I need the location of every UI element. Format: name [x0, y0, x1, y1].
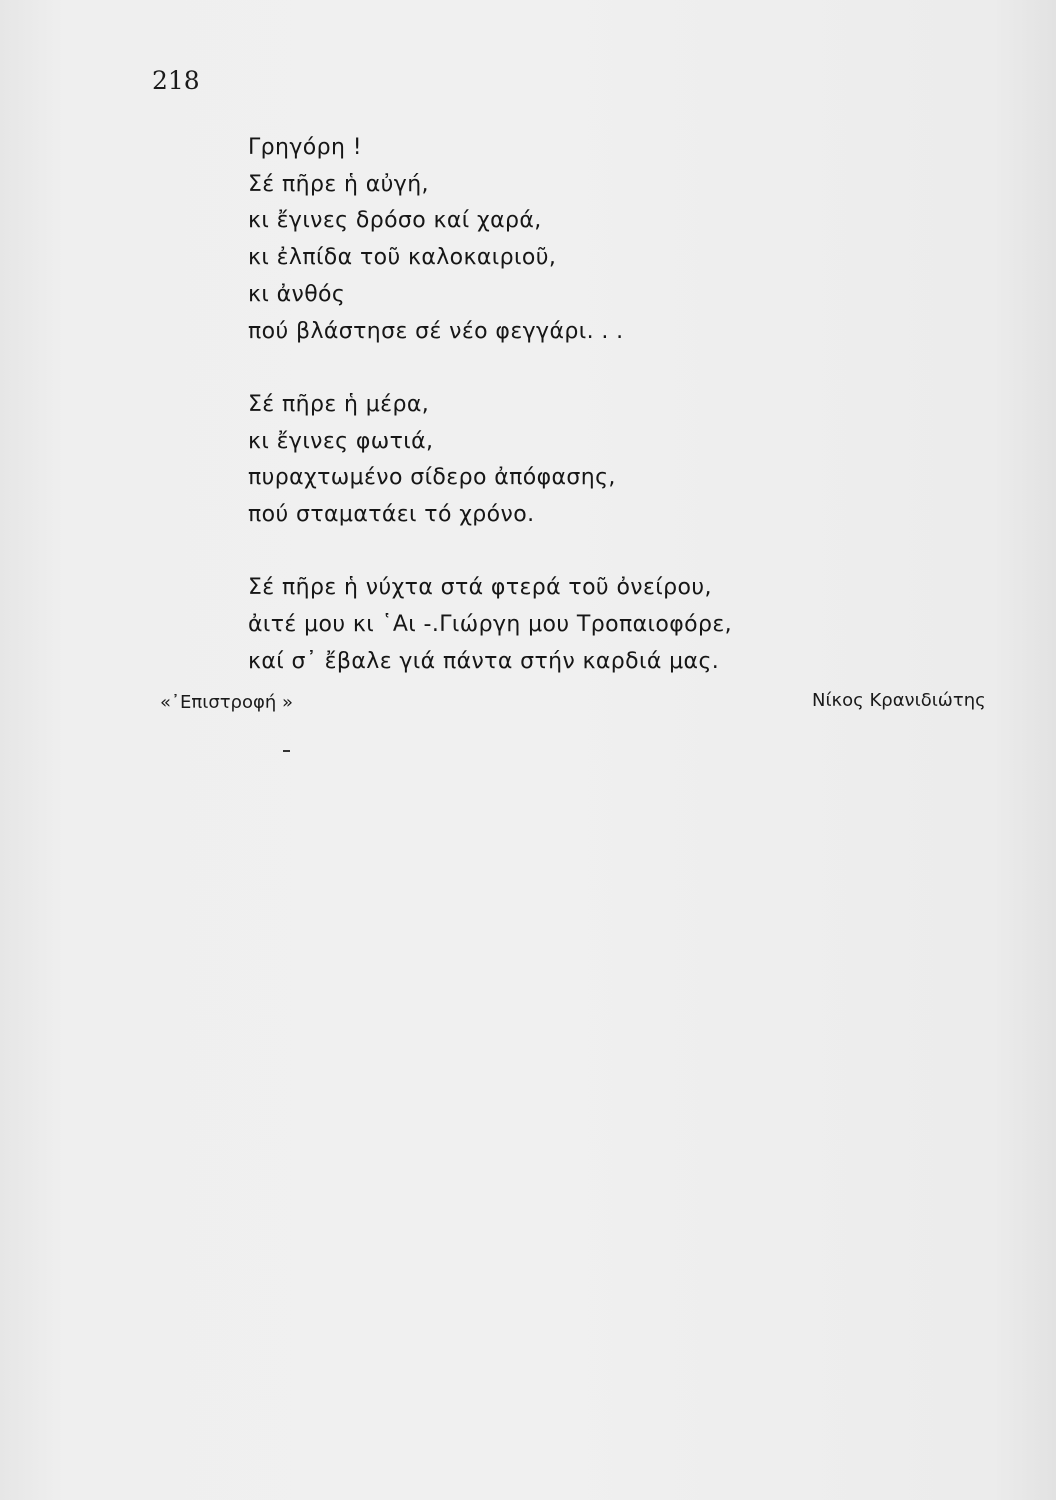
- poem-author: Νίκος Κρανιδιώτης: [812, 690, 986, 711]
- poem-source: «᾿Επιστροφή »: [160, 692, 294, 713]
- poem-line: Σέ πῆρε ἡ αὐγή,: [248, 171, 429, 197]
- poem-line: κι ἐλπίδα τοῦ καλοκαιριοῦ,: [248, 245, 557, 271]
- poem-line: κι ἔγινες δρόσο καί χαρά,: [248, 208, 542, 234]
- poem-line: κι ἀνθός: [248, 281, 346, 307]
- poem-line: πυραχτωμένο σίδερο ἀπόφασης,: [248, 465, 616, 491]
- poem-line: ἀιτέ μου κι ῾Αι -.Γιώργη μου Τροπαιοφόρε,: [248, 612, 733, 638]
- poem-line: κι ἔγινες φωτιά,: [248, 428, 434, 454]
- poem: [248, 130, 732, 681]
- print-mark: [283, 750, 290, 752]
- poem-line: Γρηγόρη !: [248, 135, 362, 160]
- page-number: 218: [152, 66, 200, 95]
- poem-line: πού σταματάει τό χρόνο.: [248, 502, 535, 528]
- poem-line: καί σ᾿ ἔβαλε γιά πάντα στήν καρδιά μας.: [248, 648, 720, 674]
- stanza-2: [248, 387, 732, 534]
- poem-line: Σέ πῆρε ἡ νύχτα στά φτερά τοῦ ὀνείρου,: [248, 575, 712, 601]
- stanza-3: [248, 570, 732, 680]
- poem-line: Σέ πῆρε ἡ μέρα,: [248, 391, 430, 417]
- stanza-1: [248, 130, 732, 350]
- poem-line: πού βλάστησε σέ νέο φεγγάρι. . .: [248, 318, 624, 344]
